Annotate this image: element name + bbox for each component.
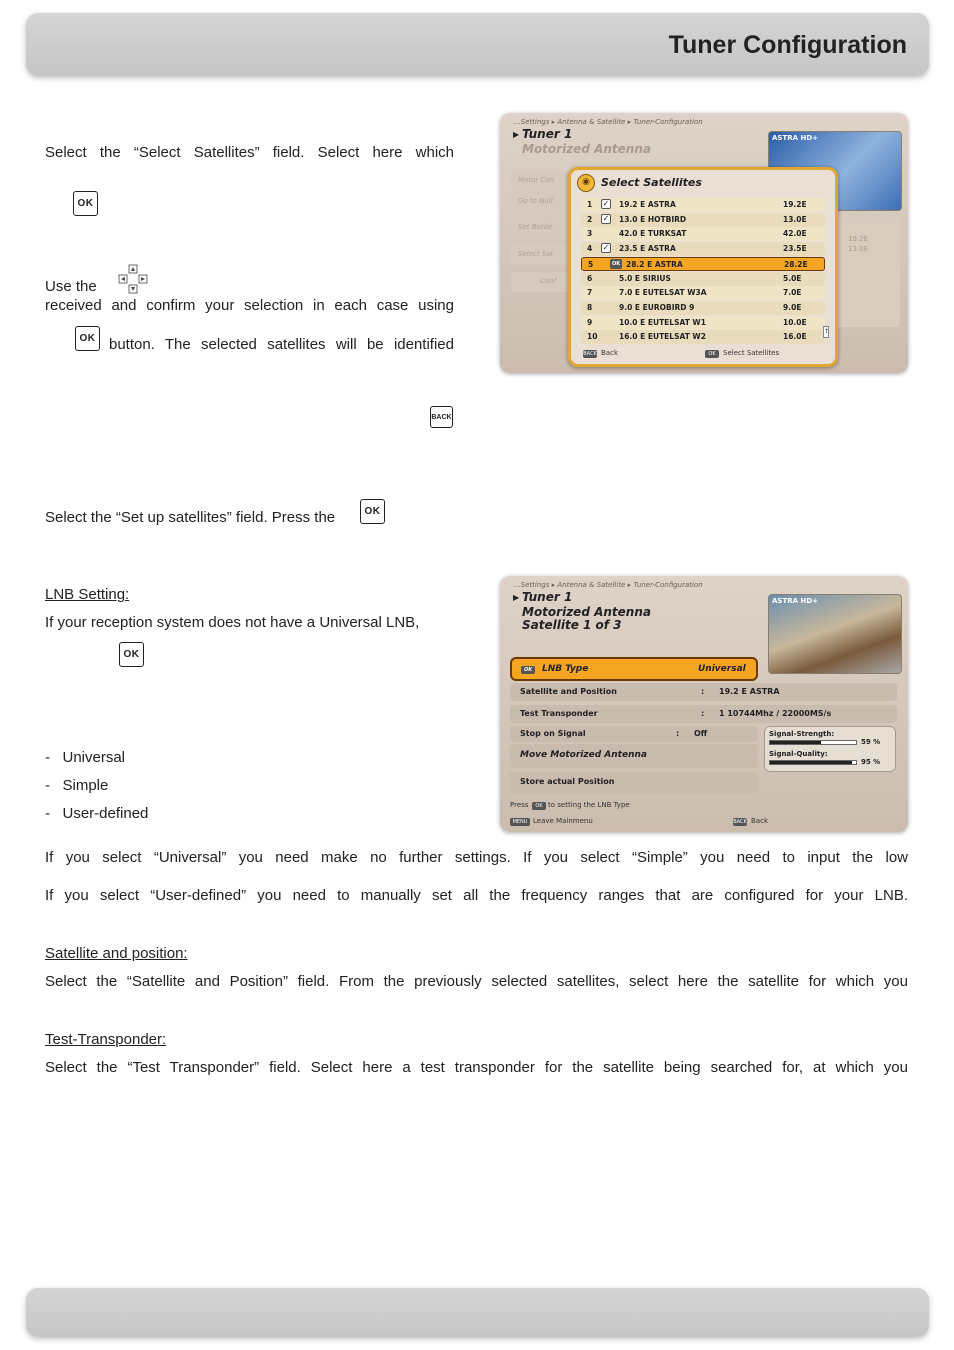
paragraph-select-satellites: Select the “Select Satellites” field. Select here which bbox=[45, 144, 454, 161]
satellite-row[interactable] bbox=[581, 316, 825, 330]
dpad-arrows-icon bbox=[118, 264, 148, 294]
signal-quality-label: Signal-Quality: bbox=[769, 750, 828, 758]
hint-text: to setting the LNB Type bbox=[548, 801, 630, 809]
satellite-name: 42.0 E TURKSAT bbox=[619, 229, 687, 239]
menu-key-icon: MENU bbox=[510, 818, 530, 826]
satellite-number: 8 bbox=[587, 302, 593, 312]
satellite-name: 9.0 E EUROBIRD 9 bbox=[619, 302, 695, 312]
stop-on-signal-row[interactable] bbox=[510, 726, 758, 742]
back-key-icon: BACK bbox=[733, 819, 747, 825]
side-value: 13.0E bbox=[848, 245, 869, 253]
breadcrumb: ...Settings ▸ Antenna & Satellite ▸ Tuner-Configuration bbox=[514, 118, 703, 126]
satellite-name: 23.5 E ASTRA bbox=[619, 244, 676, 254]
satellite-row[interactable] bbox=[581, 330, 825, 344]
ok-key-icon: OK bbox=[611, 260, 621, 267]
satellite-position: 23.5E bbox=[783, 244, 807, 254]
lnb-option-list-item: - Universal bbox=[45, 749, 126, 766]
signal-strength-label: Signal-Strength: bbox=[769, 730, 835, 738]
back-label[interactable]: Back bbox=[751, 817, 768, 825]
paragraph-use-the: Use the bbox=[45, 278, 97, 295]
satellite-row[interactable] bbox=[581, 257, 825, 271]
satellite-number: 5 bbox=[588, 259, 594, 269]
page-footer-band bbox=[26, 1288, 929, 1337]
lnb-setting-heading: LNB Setting: bbox=[45, 586, 130, 603]
satellite-name: 19.2 E ASTRA bbox=[619, 200, 676, 209]
test-transponder-text: Select the “Test Transponder” field. Select here a test transponder for the satellite being searched for, at which you bbox=[45, 1059, 908, 1076]
satellite-position: 28.2E bbox=[784, 259, 808, 269]
lnb-setup-screenshot bbox=[500, 576, 908, 832]
paragraph-universal-simple: If you select “Universal” you need make no further settings. If you select “Simple” you need to input the low bbox=[45, 849, 908, 866]
satellite-position: 10.0E bbox=[783, 317, 807, 327]
play-arrow-icon: ▶ bbox=[513, 593, 520, 602]
satellite-position: 42.0E bbox=[783, 229, 807, 239]
satellite-position-heading: Satellite and position: bbox=[45, 945, 188, 962]
checkbox-checked-icon[interactable]: ✓ bbox=[602, 243, 610, 253]
signal-quality-value: 95 % bbox=[861, 758, 881, 766]
satellite-row[interactable] bbox=[581, 198, 825, 212]
satellite-name: 5.0 E SIRIUS bbox=[619, 273, 671, 283]
satellite-number: 2 bbox=[587, 214, 593, 224]
satellite-number: 3 bbox=[587, 229, 593, 239]
paragraph-user-defined: If you select “User-defined” you need to manually set all the frequency ranges that are configured for your LNB. bbox=[45, 887, 908, 904]
hint-press: Press bbox=[510, 801, 529, 809]
signal-strength-value: 59 % bbox=[861, 738, 881, 746]
ok-key-icon: OK bbox=[73, 191, 98, 216]
paragraph-set-up-satellites: Select the “Set up satellites” field. Press the bbox=[45, 509, 336, 526]
channel-name: ASTRA HD+ bbox=[772, 597, 819, 605]
select-satellites-screenshot bbox=[500, 113, 908, 373]
play-arrow-icon: ▶ bbox=[513, 130, 520, 139]
back-key-icon: BACK bbox=[583, 351, 597, 357]
lnb-type-value: Universal bbox=[698, 664, 746, 674]
lnb-setting-text: If your reception system does not have a Universal LNB, bbox=[45, 614, 420, 631]
page-title: Tuner Configuration bbox=[668, 31, 907, 59]
tuner-title: Tuner 1 bbox=[522, 590, 573, 604]
row-separator: : bbox=[701, 687, 705, 696]
satellite-number: 4 bbox=[587, 244, 593, 254]
row-separator: : bbox=[701, 709, 705, 718]
menu-item-go-to-null[interactable]: Go to Null bbox=[510, 192, 588, 212]
ok-key-icon: OK bbox=[532, 802, 546, 810]
footer-back-label[interactable]: Back bbox=[601, 349, 618, 357]
channel-preview bbox=[768, 594, 902, 674]
satellite-position-text: Select the “Satellite and Position” field. From the previously selected satellites, select here the satellite for which you bbox=[45, 973, 908, 990]
page-header-band bbox=[26, 13, 929, 76]
paragraph-selected-identified: button. The selected satellites will be identified bbox=[109, 336, 454, 353]
row-value: 19.2 E ASTRA bbox=[719, 687, 780, 696]
channel-name: ASTRA HD+ bbox=[772, 134, 819, 142]
back-key-icon: BACK bbox=[430, 406, 453, 428]
satellite-row[interactable] bbox=[581, 301, 825, 315]
tuner-title: Tuner 1 bbox=[522, 127, 573, 141]
ok-key-icon: OK bbox=[119, 642, 144, 667]
paragraph-received-confirm: received and confirm your selection in each case using bbox=[45, 297, 454, 314]
lnb-option-list-item: - User-defined bbox=[45, 805, 149, 822]
row-label: Satellite and Position bbox=[520, 687, 617, 696]
row-label: Test Transponder bbox=[520, 709, 598, 718]
satellite-position-row[interactable] bbox=[510, 683, 897, 701]
row-value: 1 10744Mhz / 22000MS/s bbox=[719, 709, 832, 718]
row-separator: : bbox=[676, 729, 680, 738]
ok-key-icon: OK bbox=[705, 350, 719, 358]
breadcrumb: ...Settings ▸ Antenna & Satellite ▸ Tuner-Configuration bbox=[514, 581, 703, 589]
dialog-title: Select Satellites bbox=[601, 176, 702, 189]
checkbox-checked-icon[interactable]: ✓ bbox=[602, 213, 610, 223]
satellite-name: 7.0 E EUTELSAT W3A bbox=[619, 288, 707, 298]
satellite-row[interactable] bbox=[581, 272, 825, 286]
menu-item-select-satellites[interactable]: Select Sat bbox=[510, 245, 588, 265]
satellite-number: 7 bbox=[587, 288, 593, 298]
satellite-icon: ◉ bbox=[577, 174, 595, 192]
satellite-position: 13.0E bbox=[783, 214, 807, 224]
satellite-name: 10.0 E EUTELSAT W1 bbox=[619, 317, 706, 327]
row-label: Stop on Signal bbox=[520, 729, 586, 738]
satellite-name: 16.0 E EUTELSAT W2 bbox=[619, 332, 706, 342]
tuner-subtitle: Motorized Antenna bbox=[522, 142, 651, 156]
scroll-arrow-icon[interactable]: ↑ bbox=[823, 326, 829, 338]
satellite-position: 9.0E bbox=[783, 302, 802, 312]
satellite-number: 9 bbox=[587, 317, 593, 327]
checkbox-checked-icon[interactable]: ✓ bbox=[602, 199, 610, 208]
satellite-row[interactable] bbox=[581, 286, 825, 300]
move-antenna-button[interactable] bbox=[510, 744, 758, 768]
menu-item-set-borders[interactable]: Set Borde bbox=[510, 218, 588, 238]
satellite-name: 28.2 E ASTRA bbox=[626, 259, 683, 269]
satellite-name: 13.0 E HOTBIRD bbox=[619, 214, 687, 224]
satellite-position: 19.2E bbox=[783, 200, 807, 209]
lnb-type-label: LNB Type bbox=[542, 664, 589, 674]
leave-mainmenu-label[interactable]: Leave Mainmenu bbox=[533, 817, 593, 825]
signal-panel bbox=[764, 726, 896, 772]
side-value: 19.2E bbox=[848, 235, 869, 243]
satellite-number: 10 bbox=[587, 332, 598, 342]
lnb-type-field[interactable] bbox=[510, 657, 758, 681]
ok-key-icon: OK bbox=[521, 666, 535, 674]
store-position-button[interactable] bbox=[510, 772, 758, 794]
ok-key-icon: OK bbox=[75, 326, 100, 351]
satellite-position: 5.0E bbox=[783, 273, 802, 283]
signal-strength-bar bbox=[769, 740, 857, 745]
store-position-label: Store actual Position bbox=[520, 777, 615, 786]
tuner-subtitle: Motorized Antenna bbox=[522, 605, 651, 619]
menu-item-configure[interactable]: Conf bbox=[510, 272, 588, 292]
side-panel bbox=[830, 217, 900, 327]
ok-key-icon: OK bbox=[360, 499, 385, 524]
signal-quality-bar bbox=[769, 760, 857, 765]
test-transponder-row[interactable] bbox=[510, 705, 897, 723]
satellite-counter: Satellite 1 of 3 bbox=[522, 618, 622, 632]
select-satellites-dialog bbox=[568, 167, 838, 367]
satellite-row[interactable] bbox=[581, 242, 825, 256]
satellite-position: 16.0E bbox=[783, 332, 807, 342]
lnb-option-list-item: - Simple bbox=[45, 777, 109, 794]
row-value: Off bbox=[694, 729, 708, 738]
satellite-row[interactable] bbox=[581, 227, 825, 241]
footer-ok-label[interactable]: Select Satellites bbox=[723, 349, 780, 357]
move-antenna-label: Move Motorized Antenna bbox=[520, 750, 647, 760]
satellite-row[interactable] bbox=[581, 213, 825, 227]
menu-item-motor-control[interactable]: Motor Con bbox=[510, 171, 588, 191]
test-transponder-heading: Test-Transponder: bbox=[45, 1031, 167, 1048]
satellite-number: 6 bbox=[587, 273, 593, 283]
satellite-number: 1 bbox=[587, 200, 593, 209]
satellite-position: 7.0E bbox=[783, 288, 802, 298]
